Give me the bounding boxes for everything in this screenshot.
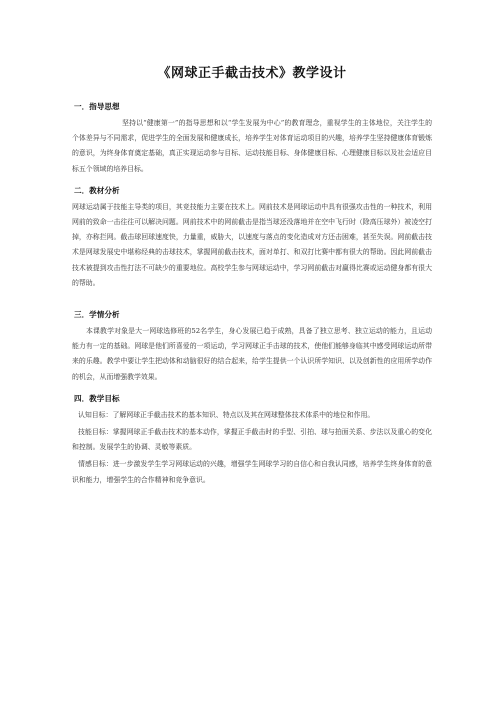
document-title: 《网球正手截击技术》教学设计	[157, 66, 347, 81]
section-teaching-objectives	[72, 393, 432, 488]
section-guiding-ideology	[72, 101, 432, 177]
objective-cognitive: 认知目标：了解网球正手截击技术的基本知识、特点以及其在网球整体技术体系中的地位和作用。	[78, 410, 375, 419]
objective-skill: 技能目标：掌握网球正手截击技术的基本动作，掌握正手截击时的手型、引拍、球与拍面关系、步法以及重心的变化和控制。发展学生的协调、灵敏等素质。	[72, 428, 432, 452]
document-page	[72, 58, 432, 490]
section-paragraph: 坚持以“健康第一”的指导思想和以“学生发展为中心”的教育理念，重视学生的主体地位，关注学生的个体差异与不同需求，促进学生的全面发展和健康成长，培养学生对体育运动项目的兴趣，培养学生坚持健康体育锻炼的意识，为终身体育奠定基础，真正实现运动参与目标、运动技能目标、身体健康目标、心理健康目标以及社会适应目标五个领域的培养目标。	[72, 119, 432, 173]
section-heading: 四．教学目标	[74, 393, 120, 403]
section-paragraph: 本课教学对象是大一网球选修班的52名学生，身心发展已趋于成熟，具备了独立思考、独立运动的能力，且运动能力有一定的基础。网球是他们所喜爱的一项运动，学习网球正手击球的技术，使他们能够身临其中感受网球运动所带来的乐趣。教学中要让学生把动体和动脑很好的结合起来，给学生提供一个认识所学知识、以及创新性的应用所学动作的机会，从而增强教学效果。	[72, 327, 432, 381]
section-heading: 二．教材分析	[74, 185, 120, 195]
section-heading: 一．指导思想	[74, 102, 120, 111]
section-heading: 三．学情分析	[74, 310, 120, 320]
spacer	[72, 293, 432, 301]
objective-affective: 情感目标：进一步激发学生学习网球运动的兴趣，增强学生网球学习的自信心和自我认同感，培养学生终身体育的意识和能力，增强学生的合作精神和竞争意识。	[72, 460, 432, 484]
section-student-analysis	[72, 309, 432, 385]
section-paragraph: 网球运动属于技能主导类的项目，其竞技能力主要在技术上。网前技术是网球运动中具有很强攻击性的一种技术，利用网前的致命一击往往可以解决问题。网前技术中的网前截击是指当球还没落地并在空中飞行时（除高压球外）被凌空打掉，亦称拦网。截击球回球速度快，力量重，威胁大，以速度与落点的变化造成对方还击困难，甚至失误。网前截击技术是网球发展史中堪称经典的击球技术，掌握网前截击技术，面对单打、和双打比赛中都有很大的帮助。因此网前截击技术被提到攻击性打法不可缺少的重要地位。高校学生参与网球运动中，学习网前截击对赢得比赛或运动健身都有很大的帮助。	[72, 202, 432, 287]
section-material-analysis	[72, 185, 432, 291]
